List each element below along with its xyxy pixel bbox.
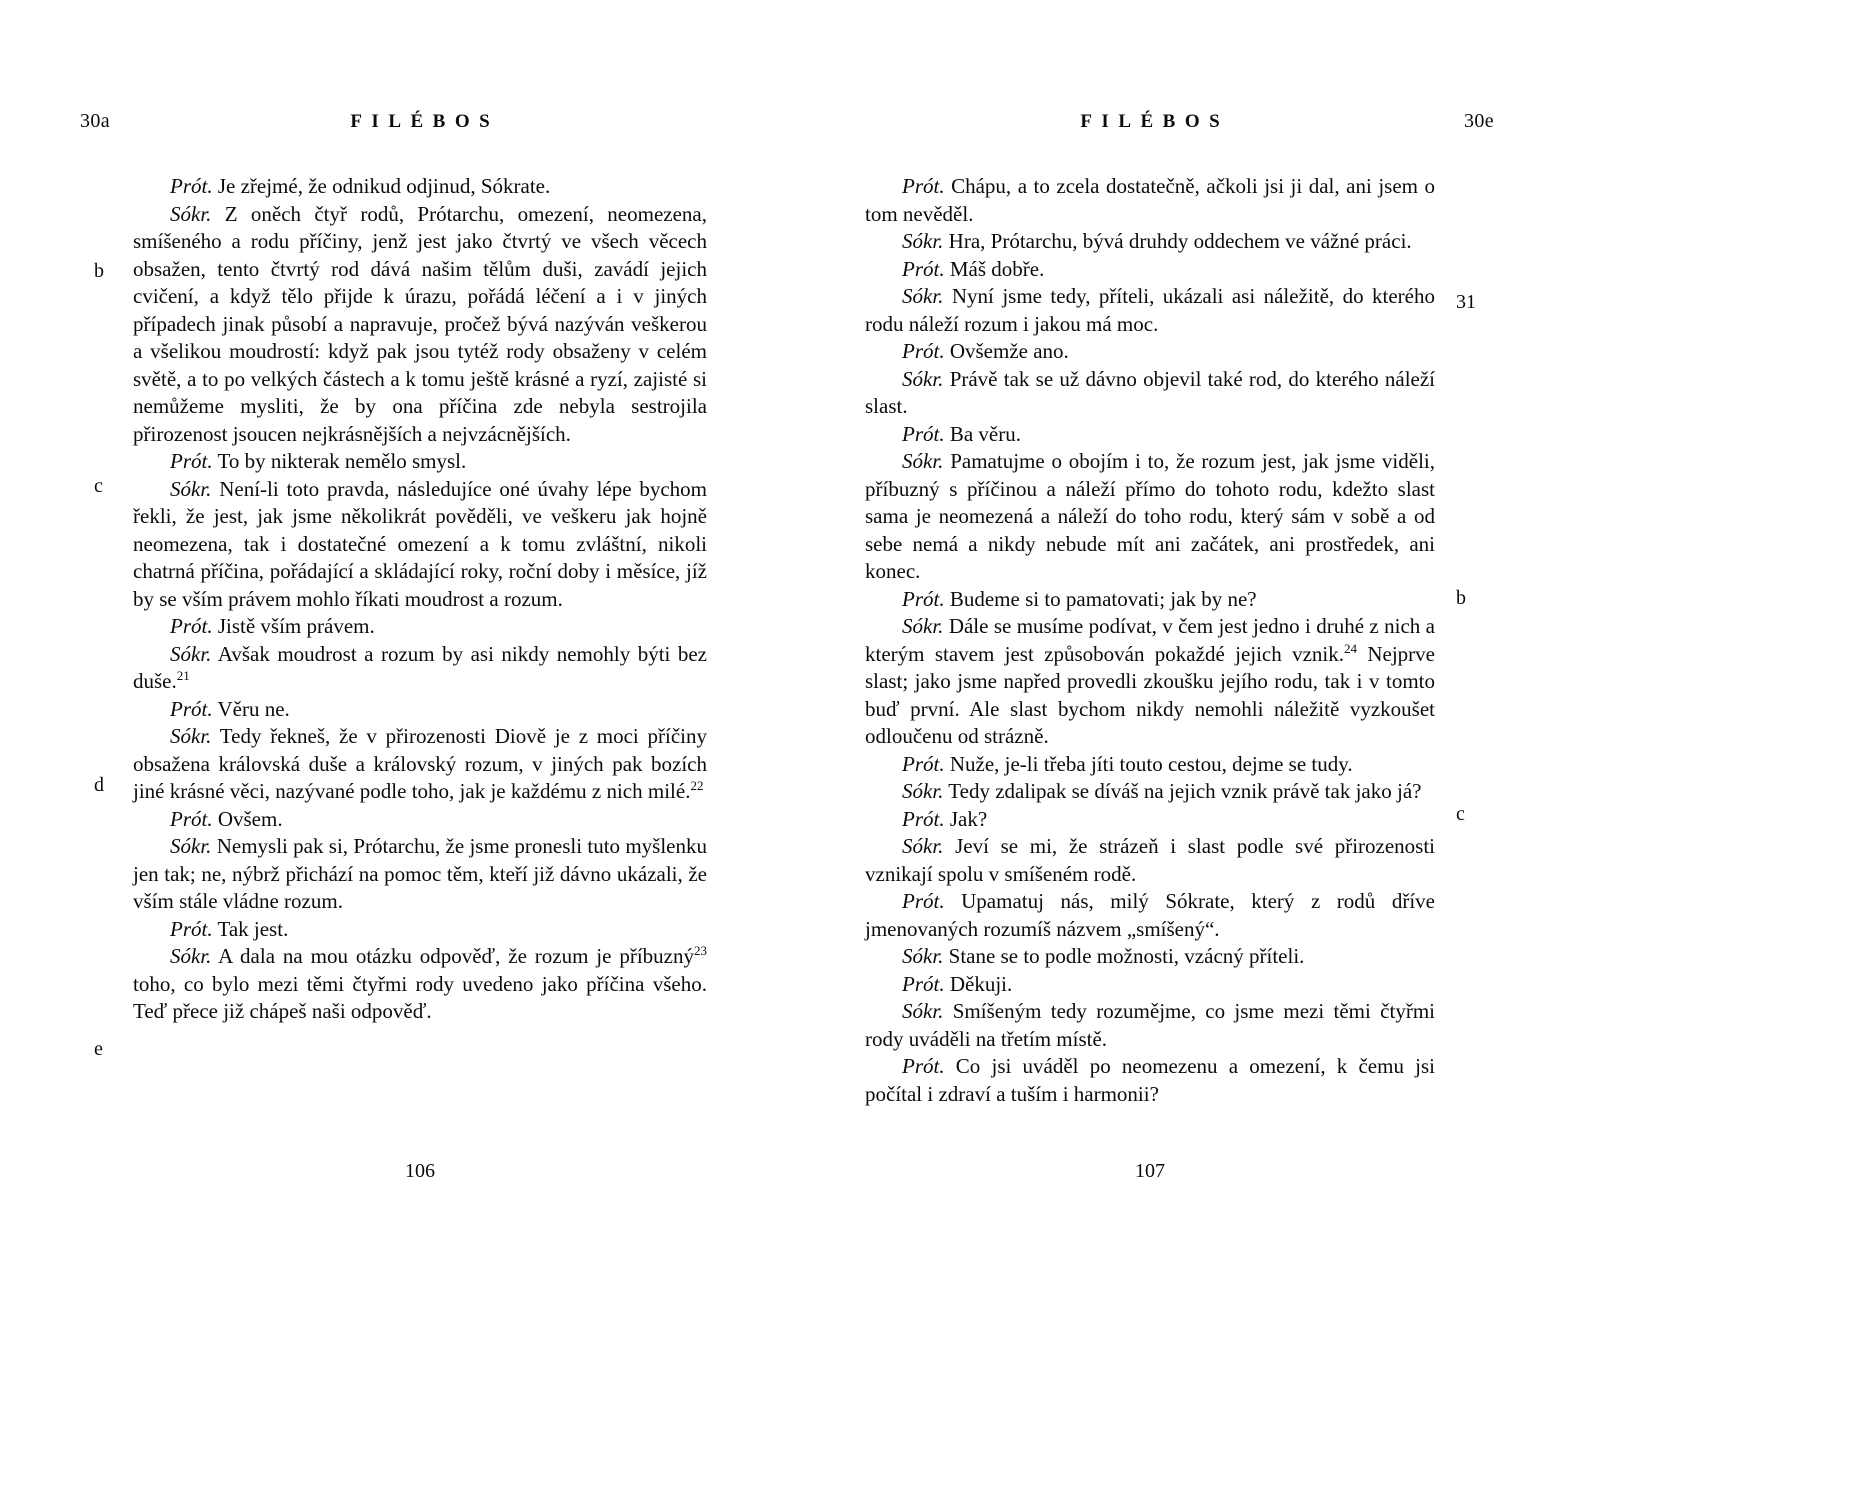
speaker-name: Prót.	[170, 449, 213, 473]
dialogue-paragraph	[133, 806, 707, 834]
dialogue-text: Tedy zdalipak se díváš na jejich vznik právě tak jako já?	[948, 779, 1422, 803]
dialogue-paragraph	[865, 173, 1435, 228]
speaker-name: Sókr.	[902, 449, 944, 473]
speaker-name: Sókr.	[170, 201, 212, 226]
left-text-column	[133, 173, 707, 1026]
speaker-name: Prót.	[170, 916, 213, 941]
dialogue-text: Nemysli pak si, Prótarchu, že jsme pronesli tuto myšlenku jen tak; ne, nýbrž přichází na pomoc těm, kteří již dávno ukázali, že vším stále vládne rozum.	[133, 834, 708, 913]
right-margin-mark-31: 31	[1456, 291, 1476, 313]
speaker-name: Prót.	[170, 614, 213, 638]
dialogue-paragraph	[133, 173, 707, 201]
dialogue-paragraph	[865, 421, 1435, 449]
speaker-name: Prót.	[902, 586, 945, 611]
speaker-name: Prót.	[902, 256, 945, 281]
right-margin-mark-b: b	[1456, 587, 1466, 609]
dialogue-text: To by nikterak nemělo smysl.	[217, 449, 467, 473]
dialogue-paragraph	[133, 696, 707, 724]
speaker-name: Sókr.	[902, 229, 944, 253]
dialogue-text: Chápu, a to zcela dostatečně, ačkoli jsi ji dal, ani jsem o tom nevěděl.	[865, 174, 1435, 226]
speaker-name: Sókr.	[170, 724, 212, 748]
dialogue-paragraph	[865, 998, 1435, 1053]
speaker-name: Sókr.	[170, 476, 212, 501]
dialogue-paragraph	[865, 228, 1435, 256]
dialogue-text: Tedy řekneš, že v přirozenosti Diově je z moci příčiny obsažena královská duše a královský rozum, v jiných pak bozích jiné krásné věci, nazývané podle toho, jak je každému z nich milé.	[133, 724, 707, 803]
dialogue-text: Děkuji.	[949, 971, 1013, 996]
dialogue-paragraph	[133, 201, 707, 449]
dialogue-text: Tak jest.	[217, 916, 289, 941]
dialogue-text: Stane se to podle možnosti, vzácný příteli.	[948, 944, 1305, 968]
speaker-name: Prót.	[170, 806, 213, 831]
speaker-name: Sókr.	[170, 641, 212, 666]
dialogue-text: Ovšem.	[217, 806, 283, 831]
dialogue-text: A dala na mou otázku odpověď, že rozum je příbuzný	[218, 944, 694, 968]
speaker-name: Sókr.	[902, 614, 944, 638]
right-page-number: 107	[1135, 1160, 1165, 1182]
dialogue-text: Máš dobře.	[949, 256, 1045, 281]
dialogue-text: Hra, Prótarchu, bývá druhdy oddechem ve vážné práci.	[948, 229, 1412, 253]
dialogue-text: Dále se musíme podívat, v čem jest jedno i druhé z nich a kterým stavem jest způsobován pokaždé jejich vznik.	[865, 614, 1435, 666]
footnote-reference: 23	[694, 943, 707, 958]
dialogue-paragraph	[865, 833, 1435, 888]
speaker-name: Sókr.	[902, 779, 944, 803]
dialogue-paragraph	[865, 448, 1435, 586]
speaker-name: Prót.	[902, 1054, 945, 1078]
dialogue-paragraph	[133, 476, 707, 614]
dialogue-paragraph	[865, 613, 1435, 751]
right-text-column	[865, 173, 1435, 1108]
right-stephanus-label: 30e	[1464, 110, 1495, 132]
footnote-reference: 24	[1344, 640, 1358, 656]
dialogue-paragraph	[865, 751, 1435, 779]
right-margin-mark-c: c	[1456, 803, 1465, 825]
dialogue-text: Ovšemže ano.	[949, 339, 1069, 363]
left-margin-mark-e: e	[94, 1038, 103, 1060]
dialogue-text: Upamatuj nás, milý Sókrate, který z rodů dříve jmenovaných rozumíš názvem „smíšený“.	[865, 889, 1435, 941]
dialogue-paragraph	[133, 613, 707, 641]
dialogue-text: Věru ne.	[217, 696, 290, 721]
dialogue-text: Není-li toto pravda, následujíce oné úvahy lépe bychom řekli, že jest, jak jsme několikrát pověděli, ve veškeru jak hojně neomezena, tak i dostatečné omezení a k tomu zvláštní, nikoli chatrná příčina, pořádající a skládající roky, roční doby i měsíce, jíž by se vším právem mohlo říkati moudrost a rozum.	[133, 476, 707, 611]
dialogue-text-continued: Nejprve slast; jako jsme napřed provedli zkoušku jejího rodu, tak i v tomto buď první. Ale slast bychom nikdy nemohli náležitě vyzkoušet odloučenu od strázně.	[865, 641, 1435, 748]
dialogue-paragraph	[865, 586, 1435, 614]
speaker-name: Sókr.	[170, 944, 212, 968]
dialogue-text: Nyní jsme tedy, příteli, ukázali asi náležitě, do kterého rodu náleží rozum i jakou má moc.	[865, 284, 1436, 336]
speaker-name: Prót.	[902, 421, 945, 446]
dialogue-paragraph	[865, 888, 1435, 943]
footnote-reference: 22	[690, 778, 704, 793]
dialogue-text: Budeme si to pamatovati; jak by ne?	[949, 586, 1257, 611]
speaker-name: Prót.	[170, 696, 213, 721]
dialogue-paragraph	[133, 641, 707, 696]
dialogue-paragraph	[133, 448, 707, 476]
dialogue-text: Ba věru.	[949, 421, 1021, 446]
left-margin-mark-b: b	[94, 260, 104, 282]
speaker-name: Prót.	[902, 806, 945, 831]
dialogue-text: Je zřejmé, že odnikud odjinud, Sókrate.	[217, 174, 551, 198]
dialogue-text: Z oněch čtyř rodů, Prótarchu, omezení, neomezena, smíšeného a rodu příčiny, jenž jest jako čtvrtý ve všech věcech obsažen, tento čtvrtý rod dává našim tělům duši, zavádí jejich cvičení, a když tělo přijde k úrazu, pořádá léčení a i v jiných případech jinak působí a napravuje, pročež bývá nazýván veškerou a všelikou moudrostí: když pak jsou tytéž rody obsaženy v celém světě, a to po velkých částech a k tomu ještě krásné a ryzí, zajisté si nemůžeme mysliti, že by ona příčina zde nebyla sestrojila přirozenost jsoucen nejkrásnějších a nejvzácnějších.	[133, 201, 708, 446]
dialogue-paragraph	[865, 283, 1435, 338]
dialogue-paragraph	[133, 723, 707, 806]
dialogue-paragraph	[865, 806, 1435, 834]
dialogue-paragraph	[865, 256, 1435, 284]
dialogue-text: Avšak moudrost a rozum by asi nikdy nemohly býti bez duše.	[133, 641, 707, 693]
speaker-name: Prót.	[902, 174, 945, 198]
dialogue-paragraph	[865, 338, 1435, 366]
dialogue-text: Smíšeným tedy rozumějme, co jsme mezi těmi čtyřmi rody uváděli na třetím místě.	[865, 999, 1435, 1051]
speaker-name: Sókr.	[902, 944, 944, 968]
speaker-name: Sókr.	[902, 999, 944, 1023]
speaker-name: Prót.	[170, 174, 213, 198]
dialogue-paragraph	[865, 778, 1435, 806]
speaker-name: Prót.	[902, 889, 945, 913]
dialogue-paragraph	[865, 943, 1435, 971]
dialogue-paragraph	[133, 943, 707, 1026]
left-margin-mark-c: c	[94, 475, 103, 497]
dialogue-text: Nuže, je-li třeba jíti touto cestou, dejme se tudy.	[949, 751, 1353, 776]
right-running-title: FILÉBOS	[1080, 111, 1230, 132]
speaker-name: Prót.	[902, 971, 945, 996]
dialogue-paragraph	[865, 971, 1435, 999]
left-margin-mark-d: d	[94, 774, 104, 796]
left-stephanus-label: 30a	[80, 110, 111, 132]
speaker-name: Prót.	[902, 751, 945, 776]
speaker-name: Sókr.	[902, 366, 944, 391]
dialogue-text: Jak?	[949, 806, 988, 831]
speaker-name: Sókr.	[902, 284, 944, 308]
dialogue-paragraph	[133, 833, 707, 916]
speaker-name: Sókr.	[902, 834, 944, 858]
dialogue-text: Právě tak se už dávno objevil také rod, do kterého náleží slast.	[865, 366, 1436, 418]
footnote-reference: 21	[176, 668, 190, 683]
dialogue-text: Jeví se mi, že strázeň i slast podle své přirozenosti vznikají spolu v smíšeném rodě.	[865, 834, 1436, 886]
dialogue-text: Co jsi uváděl po neomezenu a omezení, k čemu jsi počítal i zdraví a tuším i harmonii?	[865, 1054, 1436, 1106]
left-page-number: 106	[405, 1160, 435, 1182]
dialogue-paragraph	[133, 916, 707, 944]
dialogue-paragraph	[865, 1053, 1435, 1108]
dialogue-text-continued: toho, co bylo mezi těmi čtyřmi rody uvedeno jako příčina všeho. Teď přece již chápeš naši odpověď.	[133, 971, 707, 1023]
dialogue-paragraph	[865, 366, 1435, 421]
dialogue-text: Pamatujme o obojím i to, že rozum jest, jak jsme viděli, příbuzný s příčinou a náleží přímo do tohoto rodu, kdežto slast sama je neomezená a náleží do toho rodu, který sám v sobě a od sebe nemá a nikdy nebude mít ani začátek, ani prostředek, ani konec.	[865, 449, 1435, 583]
left-running-title: FILÉBOS	[350, 111, 500, 132]
speaker-name: Prót.	[902, 339, 945, 363]
speaker-name: Sókr.	[170, 834, 212, 858]
dialogue-text: Jistě vším právem.	[217, 614, 375, 638]
